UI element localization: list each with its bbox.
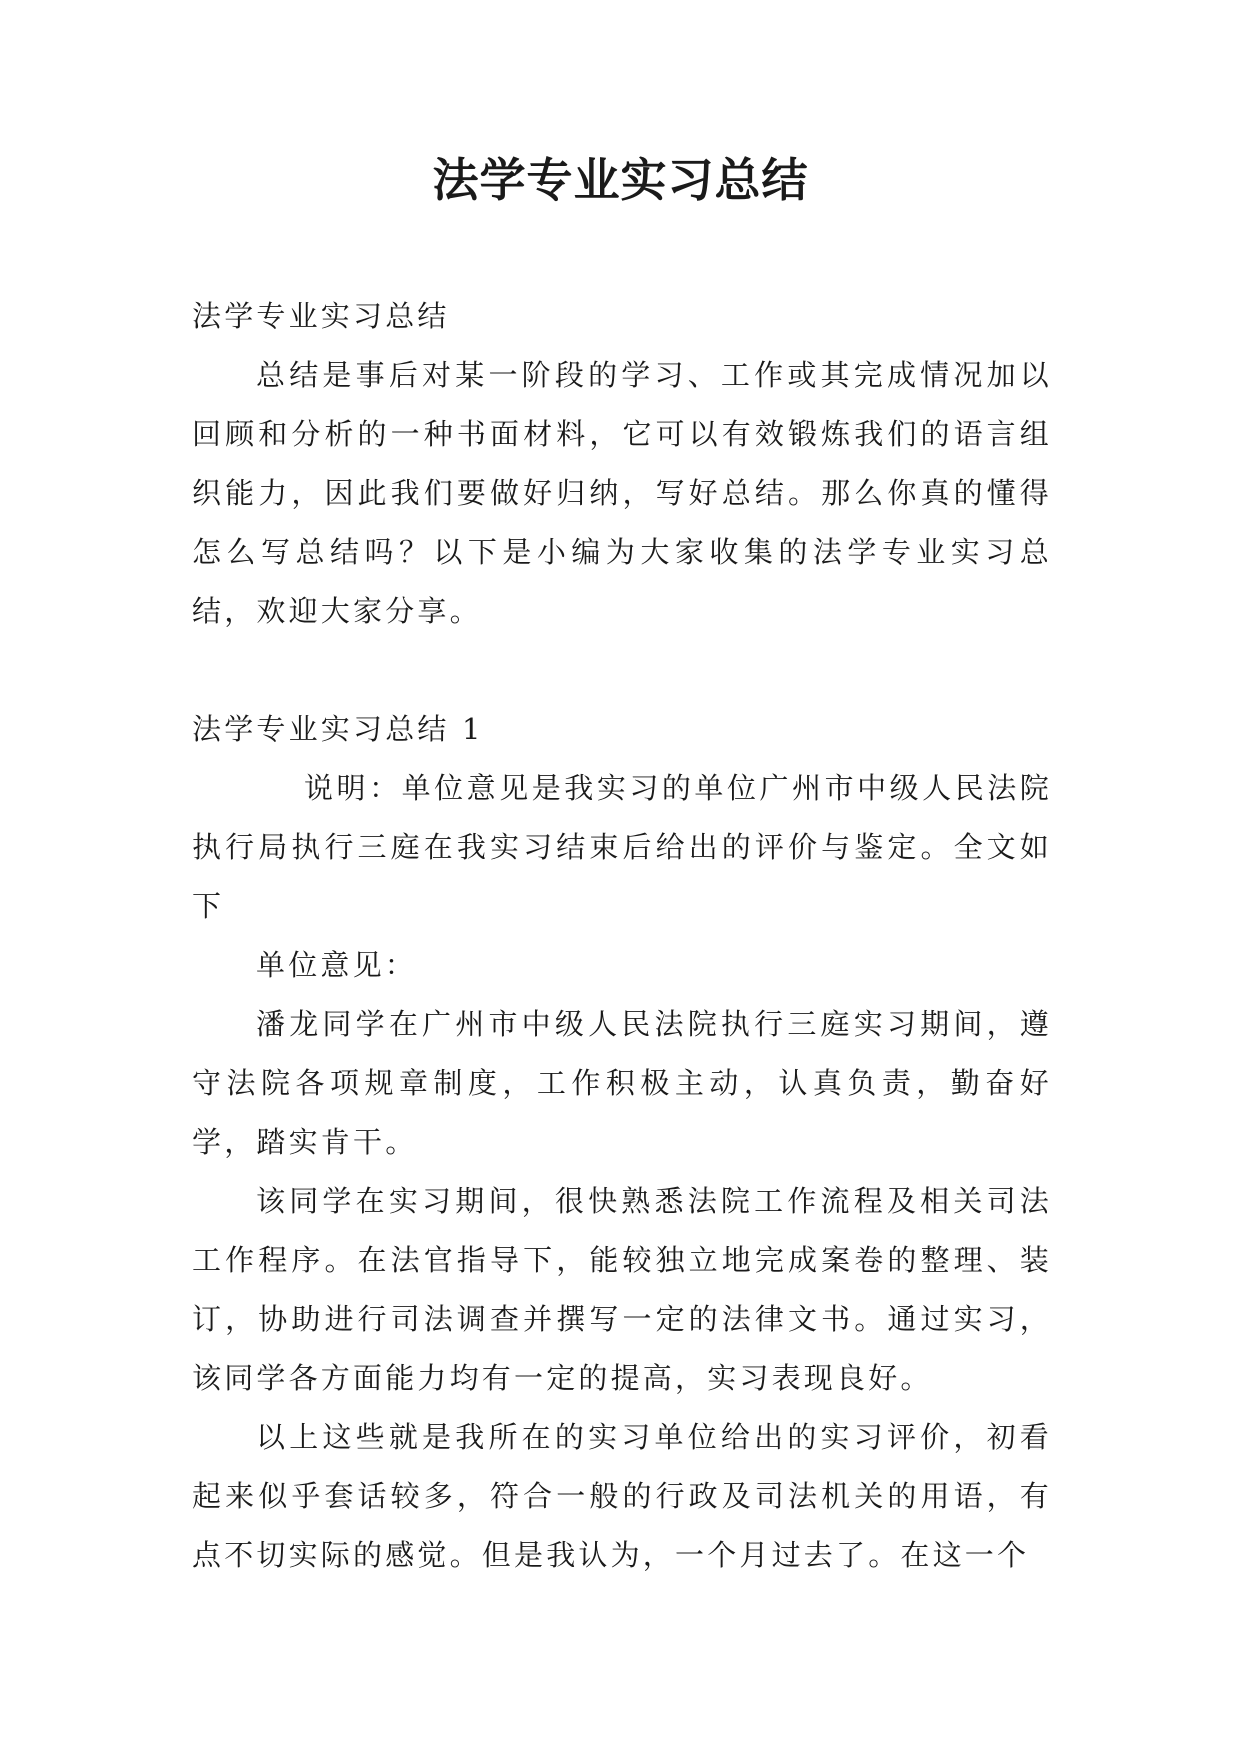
document-title: 法学专业实习总结 [432, 153, 809, 207]
intro-paragraph: 总结是事后对某一阶段的学习、工作或其完成情况加以回顾和分析的一种书面材料，它可以有效锻炼我们的语言组织能力，因此我们要做好归纳，写好总结。那么你真的懂得怎么写总结吗？以下是小编为大家收集的法学专业实习总结，欢迎大家分享。 [192, 358, 1052, 628]
opinion-paragraph-2: 该同学在实习期间，很快熟悉法院工作流程及相关司法工作程序。在法官指导下，能较独立地完成案卷的整理、装订，协助进行司法调查并撰写一定的法律文书。通过实习，该同学各方面能力均有一定的提高，实习表现良好。 [192, 1184, 1052, 1395]
opinion-paragraph-1: 潘龙同学在广州市中级人民法院执行三庭实习期间，遵守法院各项规章制度，工作积极主动，认真负责，勤奋好学，踏实肯干。 [192, 1007, 1052, 1159]
section-heading: 法学专业实习总结 [192, 299, 450, 333]
document-body [192, 287, 1052, 1585]
reflection-paragraph: 以上这些就是我所在的实习单位给出的实习评价，初看起来似乎套话较多，符合一般的行政及司法机关的用语，有点不切实际的感觉。但是我认为，一个月过去了。在这一个 [192, 1420, 1052, 1572]
section-heading-1: 法学专业实习总结 1 [192, 712, 484, 746]
paragraph-spacer [192, 641, 1052, 700]
unit-opinion-label: 单位意见： [256, 948, 418, 982]
explanation-paragraph: 说明：单位意见是我实习的单位广州市中级人民法院执行局执行三庭在我实习结束后给出的评价与鉴定。全文如下 [192, 771, 1052, 923]
